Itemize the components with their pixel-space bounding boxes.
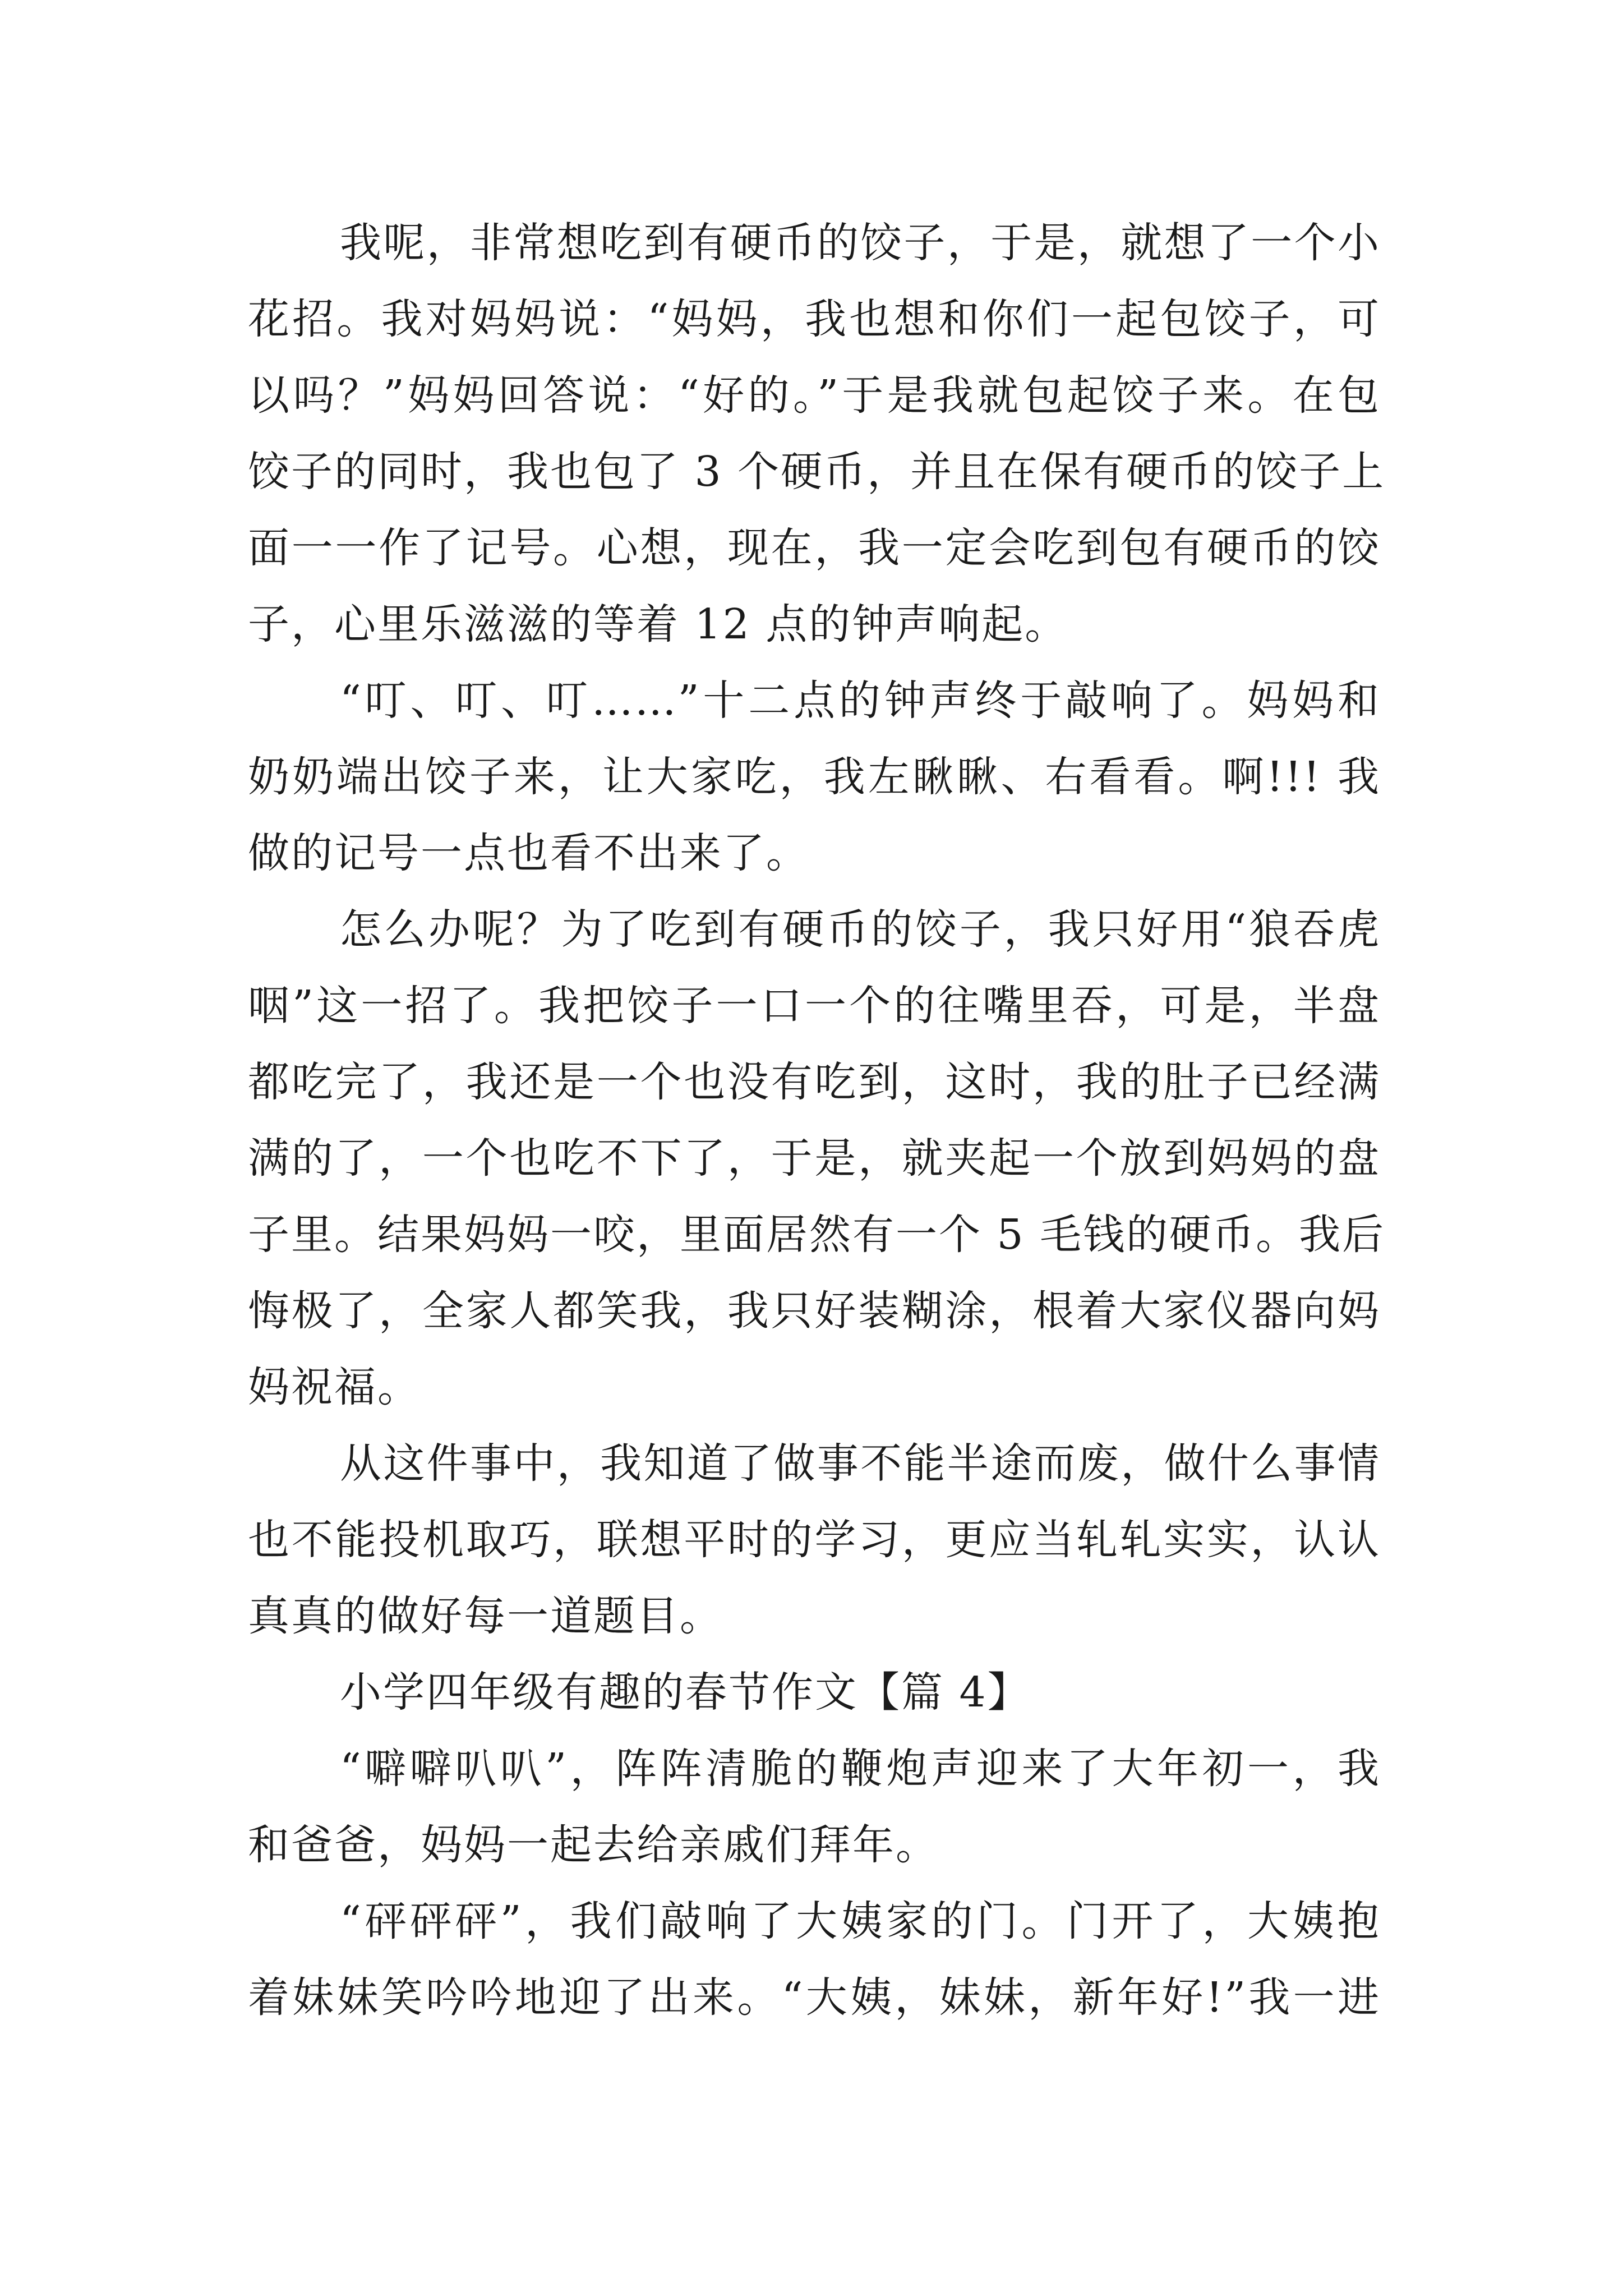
text-line-10: 怎么办呢？为了吃到有硬币的饺子，我只好用“狼吞虎 [340, 905, 1381, 954]
text-line-9: 做的记号一点也看不出来了。 [248, 829, 809, 877]
text-line-21: “噼噼叭叭”，阵阵清脆的鞭炮声迎来了大年初一，我 [340, 1745, 1381, 1793]
text-line-5: 面一一作了记号。心想，现在，我一定会吃到包有硬币的饺 [248, 524, 1381, 572]
text-line-14: 子里。结果妈妈一咬，里面居然有一个 5 毛钱的硬币。我后 [248, 1211, 1386, 1259]
text-line-23: “砰砰砰”，我们敲响了大姨家的门。门开了，大姨抱 [340, 1897, 1381, 1945]
text-line-16: 妈祝福。 [248, 1363, 421, 1411]
text-line-4: 饺子的同时，我也包了 3 个硬币，并且在保有硬币的饺子上 [248, 448, 1386, 496]
text-line-19: 真真的做好每一道题目。 [248, 1592, 723, 1640]
text-line-1: 我呢，非常想吃到有硬币的饺子，于是，就想了一个小 [340, 219, 1381, 267]
text-line-2: 花招。我对妈妈说：“妈妈，我也想和你们一起包饺子，可 [248, 295, 1381, 343]
text-line-22: 和爸爸，妈妈一起去给亲戚们拜年。 [248, 1821, 939, 1869]
text-line-24: 着妹妹笑吟吟地迎了出来。“大姨，妹妹，新年好!”我一进 [248, 1973, 1381, 2022]
text-line-3: 以吗？”妈妈回答说：“好的。”于是我就包起饺子来。在包 [248, 371, 1381, 420]
section-heading: 小学四年级有趣的春节作文【篇 4】 [340, 1668, 1031, 1717]
text-line-7: “叮、叮、叮……”十二点的钟声终于敲响了。妈妈和 [340, 677, 1381, 725]
text-line-18: 也不能投机取巧，联想平时的学习，更应当轧轧实实，认认 [248, 1516, 1381, 1564]
text-line-6: 子，心里乐滋滋的等着 12 点的钟声响起。 [248, 600, 1068, 648]
text-line-11: 咽”这一招了。我把饺子一口一个的往嘴里吞，可是，半盘 [248, 982, 1381, 1030]
text-line-8: 奶奶端出饺子来，让大家吃，我左瞅瞅、右看看。啊!!! 我 [248, 753, 1381, 801]
essay-text [248, 205, 1386, 2036]
text-line-12: 都吃完了，我还是一个也没有吃到，这时，我的肚子已经满 [248, 1058, 1381, 1106]
text-line-17: 从这件事中，我知道了做事不能半途而废，做什么事情 [340, 1439, 1381, 1488]
text-line-13: 满的了，一个也吃不下了，于是，就夹起一个放到妈妈的盘 [248, 1134, 1381, 1182]
text-line-15: 悔极了，全家人都笑我，我只好装糊涂，根着大家仪器向妈 [248, 1287, 1381, 1335]
